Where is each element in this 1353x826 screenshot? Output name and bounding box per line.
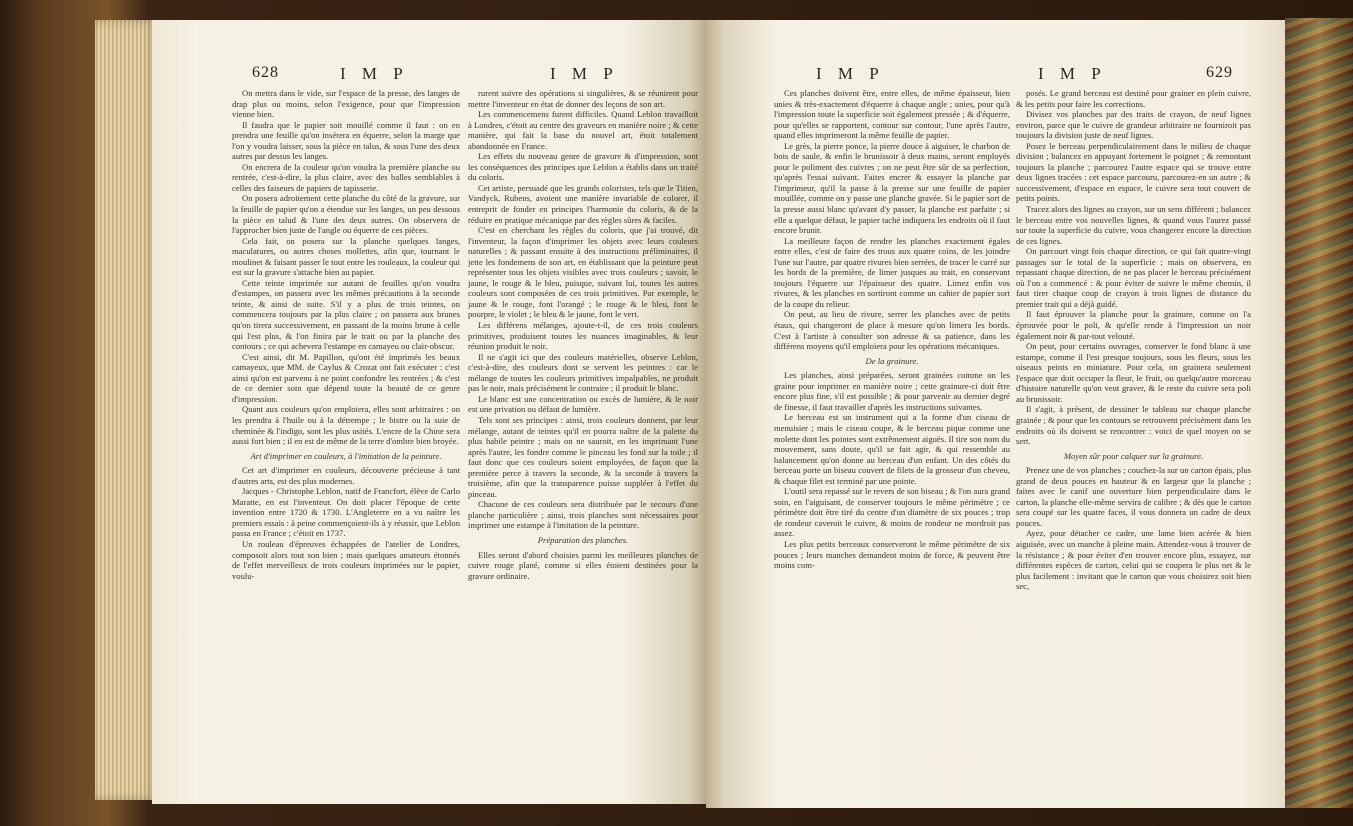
paragraph: Les planches, ainsi préparées, seront grainées comme on les graine pour imprimer en manière noire ; cette grainure-ci doit être encore plus fine, s'il est possible ; & pour parvenir au dernier degré de finesse, il faut travailler d'après les instructions suivantes. bbox=[774, 370, 1010, 412]
text-column bbox=[774, 88, 1010, 783]
section-heading: De la grainure. bbox=[865, 355, 919, 366]
page-number: 628 bbox=[252, 64, 279, 81]
right-page bbox=[706, 20, 1290, 808]
running-head: I M P bbox=[550, 64, 619, 83]
paragraph: Le blanc est une concentration ou excès de lumière, & le noir est une privation ou défaut de lumière. bbox=[468, 393, 698, 415]
paragraph: Les commencemens furent difficiles. Quand Leblon travailloit à Londres, c'étoit au centre des graveurs en manière noire ; & cette manière, qui fait la base du nouvel art, étoit totalement abandonnée en France. bbox=[468, 109, 698, 151]
running-head: I M P bbox=[340, 64, 409, 83]
section-heading: Préparation des planches. bbox=[537, 534, 629, 545]
page-number: 629 bbox=[1206, 64, 1233, 81]
paragraph: Les effets du nouveau genre de gravure & d'impression, sont les conséquences des principes que Leblon a établis dans un traité du coloris. bbox=[468, 151, 698, 183]
paragraph: Le berceau est un instrument qui a la forme d'un ciseau de menuisier ; mais le ciseau coupe, & le berceau pique comme une molette dont les pointes sont extrêmement aiguës. Il tire son nom du mouvement, sans doute, qu'il se fait agir, & qui ressemble au balancement qu'on donne au berceau d'un enfant. Un des côtés du berceau porte un biseau couvert de filets de la grosseur d'un cheveu, & chaque filet est terminé par une pointe. bbox=[774, 412, 1010, 486]
paragraph: rurent suivre des opérations si singulières, & se réunirent pour mettre l'inventeur en état de donner des leçons de son art. bbox=[468, 88, 698, 109]
paragraph: On parcourt vingt fois chaque direction, ce qui fait quatre-vingt passages sur le total de la superficie ; mais on observera, en repassant chaque direction, de ne pas placer le berceau précisément où l'on a commencé : & pour éviter de suivre le même chemin, il faut tirer chaque coup de crayon à trois lignes de distance du premier trait qui a déjà guidé. bbox=[1016, 246, 1251, 309]
paragraph: Posez le berceau perpendiculairement dans le milieu de chaque division ; balancez en appuyant fortement le poignet ; & remontant toujours la planche ; parcourez l'autre espace qui se trouve entre deux lignes tracées : cet espace parcouru, parcourez-en un autre ; & successivement, d'espace en espace, le cuivre sera tout couvert de petits points. bbox=[1016, 140, 1251, 204]
paragraph: posés. Le grand berceau est destiné pour grainer en plein cuivre, & les petits pour faire les corrections. bbox=[1016, 88, 1251, 109]
paragraph: On peut, au lieu de rivure, serrer les planches avec de petits étaux, qui changeront de place à mesure qu'on limera les bords. C'est à l'artiste à consulter son adresse & sa patience, dans les différens moyens qu'il emploiera pour les opérations mécaniques. bbox=[774, 309, 1010, 352]
paragraph: Les plus petits berceaux conserveront le même périmètre de six pouces ; leurs manches demandent moins de force, & peuvent être moins com- bbox=[774, 538, 1010, 571]
text-column bbox=[232, 88, 460, 778]
section-heading: Art d'imprimer en couleurs, à l'imitation de la peinture. bbox=[250, 450, 442, 461]
paragraph: On posera adroitement cette planche du côté de la gravure, sur la feuille de papier qu'on a étendue sur les langes, un peu dessous la pièce en talud & l'une des deux autres. On observera de l'approcher bien juste de l'angle ou équerre de ces pièces. bbox=[232, 193, 460, 236]
text-column bbox=[468, 88, 698, 778]
paragraph: Il s'agit, à présent, de dessiner le tableau sur chaque planche grainée ; & pour que les contours se retrouvent précisément dans les endroits où ils doivent se rencontrer : voici de quel moyen on se sert. bbox=[1016, 404, 1251, 447]
paragraph: Cela fait, on posera sur la planche quelques langes, maculatures, ou autres choses mollettes, afin que, tournant le moulinet & faisant passer le tout entre les rouleaux, la couleur qui est sur la gravure s'attache bien au papier. bbox=[232, 235, 460, 278]
left-page bbox=[152, 20, 706, 804]
paragraph: Tels sont ses principes : ainsi, trois couleurs donnent, par leur mélange, autant de teintes qu'il en pourra naître de la palette du plus habile peintre ; mais on ne sauroit, en les imprimant l'une après l'autre, les fondre comme le pinceau les fond sur la toile ; il faut donc que ces couleurs soient employées, de façon que la première perce à travers la seconde, & la seconde à travers la troisième, afin que la transparence puisse suppléer à l'effet du pinceau. bbox=[468, 414, 698, 499]
paragraph: Quant aux couleurs qu'on emploiera, elles sont arbitraires : on les prendra à l'huile ou à la détrempe ; le bistre ou la suie de cheminée & l'indigo, sont les plus usités. L'encre de la Chine sera aussi fort bien ; il en est de même de la terre d'ombre bien broyée. bbox=[232, 404, 460, 447]
paragraph: Il faut éprouver la planche pour la grainure, comme on l'a éprouvée pour le poli, & qu'elle rende à l'impression un noir également noir & par-tout velouté. bbox=[1016, 309, 1251, 341]
paragraph: C'est ainsi, dit M. Papillon, qu'ont été imprimés les beaux camayeux, que MM. de Caylus & Crozat ont fait exécuter : c'est ainsi qu'on est parvenu à ne point confondre les rentrées ; & c'est de ce dernier soin que dépend toute la beauté de ce genre d'impression. bbox=[232, 351, 460, 404]
paragraph: Tracez alors des lignes au crayon, sur un sens différent ; balancez le berceau entre vos nouvelles lignes, & quand vous l'aurez passé sur toute la superficie du cuivre, vous changerez encore la direction de ces lignes. bbox=[1016, 204, 1251, 246]
paragraph: On peut, pour certains ouvrages, conserver le fond blanc à une estampe, comme il l'est presque toujours, sous les fleurs, sous les oiseaux peints en miniature. Pour cela, on grainera seulement l'espace que doit occuper la fleur, le fruit, ou quelqu'autre morceau d'histoire naturelle qu'on veut graver, & le reste du cuivre sera poli au brunissoir. bbox=[1016, 341, 1251, 404]
paragraph: Le grès, la pierre ponce, la pierre douce à aiguiser, le charbon de bois de saule, & enfin le brunissoir à deux mains, seront employés pour le poliment des cuivres ; on ne peut être sûr de sa perfection, qu'après l'essai suivant. Faites encrer & essayer la planche par l'imprimeur, qu'il la passe à la presse sur une feuille de papier mouillée, comme on y passe une planche gravée. Si le papier sort de la presse aussi blanc qu'avant d'y passer, la planche est parfaite ; si elle a quelque défaut, le papier taché indiquera les endroits où il faut encore brunir. bbox=[774, 140, 1010, 236]
paragraph: Cet artiste, persuadé que les grands coloristes, tels que le Titien, Vandyck, Rubens, avoient une manière invariable de colorer, il entreprit de fonder en principes l'harmonie du coloris, & de la réduire en pratique mécanique par des règles sûres & faciles. bbox=[468, 182, 698, 225]
paragraph: Les différens mélanges, ajoute-t-il, de ces trois couleurs primitives, produisent toutes les nuances imaginables, & leur réunion produit le noir. bbox=[468, 320, 698, 352]
paragraph: L'outil sera repassé sur le revers de son biseau ; & l'on aura grand soin, en l'aiguisant, de conserver toujours le même périmètre ; ce périmètre doit être tiré du centre d'un diamètre de six pouces ; trop de rondeur caveroit le cuivre, & moins de rondeur ne mordroit pas assez. bbox=[774, 486, 1010, 539]
book-cover-edge bbox=[1285, 18, 1353, 808]
section-heading: Moyen sûr pour calquer sur la grainure. bbox=[1063, 450, 1204, 461]
page-edges-left bbox=[95, 20, 157, 800]
paragraph: Divisez vos planches par des traits de crayon, de neuf lignes environ, parce que le cuivre de grandeur arbitraire ne fourniroit pas toujours la division juste de neuf lignes. bbox=[1016, 109, 1251, 141]
running-head: I M P bbox=[816, 64, 885, 83]
text-column bbox=[1016, 88, 1251, 783]
paragraph: Cette teinte imprimée sur autant de feuilles qu'on voudra d'estampes, on passera avec les mêmes précautions à la seconde teinte, & ainsi de suite. S'il y a plus de trois teintes, on commencera toujours par la plus claire ; on passera aux brunes qu'on tirera successivement, en passant de la moins brune à celle qui l'est plus, & l'on finira par le trait ou par la planche des contours ; ce qui achevera l'estampe en camayeu ou clair-obscur. bbox=[232, 277, 460, 352]
paragraph: Ces planches doivent être, entre elles, de même épaisseur, bien unies & très-exactement d'équerre à chaque angle ; unies, pour qu'à l'impression toute la superficie soit également pressée ; & d'équerre, pour qu'elles se rapportent, contour sur contour, l'une après l'autre, quand elles imprimeront la même feuille de papier. bbox=[774, 88, 1010, 141]
paragraph: Jacques - Christophe Leblon, natif de Francfort, élève de Carlo Maratte, en est l'inventeur. On doit placer l'époque de cette invention entre 1720 & 1730. L'Angleterre en a vu naître les premiers essais : à peine commençoient-ils à y réussir, que Leblon passa en France ; c'étoit en 1737. bbox=[232, 486, 460, 539]
paragraph: Un rouleau d'épreuves échappées de l'atelier de Londres, composoit alors tout son bien ; mais quelques amateurs étonnés de l'effet merveilleux de trois couleurs imprimées sur le papier, voulu- bbox=[232, 538, 460, 581]
paragraph: La meilleure façon de rendre les planches exactement égales entre elles, c'est de faire des trous aux quatre coins, de les joindre l'une sur l'autre, par quatre rivures bien serrées, de tracer le carré sur les bords de la première, de limer jusques au trait, en conservant toujours l'équerre sur l'épaisseur des quatre. Limez enfin vos rivures, & les planches en sortiront comme un cahier de papier sort de la coupe du relieur. bbox=[774, 235, 1010, 309]
paragraph: Cet art d'imprimer en couleurs, découverte précieuse à tant d'autres arts, est des plus modernes. bbox=[232, 465, 460, 486]
paragraph: Elles seront d'abord choisies parmi les meilleures planches de cuivre rouge plané, comme si elles étoient destinées pour la gravure ordinaire. bbox=[468, 549, 698, 581]
paragraph: C'est en cherchant les règles du coloris, que j'ai trouvé, dit l'inventeur, la façon d'imprimer les objets avec leurs couleurs naturelles ; & passant ensuite à des instructions préliminaires, il jette les fondemens de son art, en établissant que la peinture peut représenter tous les objets visibles avec trois couleurs ; savoir, le jaune, le rouge & le bleu, puisque, suivant lui, toutes les autres couleurs sont composées de ces trois primitives. Par exemple, le jaune & le rouge, font l'orangé ; le rouge & le bleu, font le pourpre, le violet ; le bleu & le jaune, font le vert. bbox=[468, 225, 698, 320]
paragraph: Il ne s'agit ici que des couleurs matérielles, observe Leblon, c'est-à-dire, des couleurs dont se servent les peintres : car le mélange de toutes les couleurs primitives impalpables, ne produit pas le noir, mais précisément le contraire ; il produit le blanc. bbox=[468, 351, 698, 394]
paragraph: Il faudra que le papier soit mouillé comme il faut : on en prendra une feuille qu'on insérera en équerre, selon la marge que l'on y voudra laisser, sous la pièce en talus, & sous l'une des deux autres par dessus les langes. bbox=[232, 119, 460, 162]
running-head: I M P bbox=[1038, 64, 1107, 83]
paragraph: On mettra dans le vide, sur l'espace de la presse, des langes de drap plus ou moins, selon l'exigence, pour que l'impression vienne bien. bbox=[232, 88, 460, 120]
paragraph: On encrera de la couleur qu'on voudra la première planche ou rentrée, c'est-à-dire, la plus claire, avec des balles semblables à celles des faiseurs de papiers de tapisserie. bbox=[232, 161, 460, 193]
paragraph: Ayez, pour détacher ce cadre, une lame bien acérée & bien aiguisée, avec un manche à pleine main. Attendez-vous à trouver de la résistance ; & pour éviter d'en trouver encore plus, essayez, sur différentes espèces de carton, celui qui se coupera le plus net & le plus facilement : invitant que le carton que vous choisirez soit bien sec, bbox=[1016, 528, 1251, 592]
paragraph: Chacune de ces couleurs sera distribuée par le secours d'une planche particulière ; ainsi, trois planches sont nécessaires pour imprimer une estampe à l'imitation de la peinture. bbox=[468, 499, 698, 531]
paragraph: Prenez une de vos planches ; couchez-la sur un carton épais, plus grand de deux pouces en hauteur & en largeur que la planche ; faites avec le canif une ouverture bien perpendiculaire dans le carton, la planche elle-même servira de calibre ; & dès que le carton sera coupé sur les quatre faces, il vous donnera un cadre de deux pouces. bbox=[1016, 465, 1251, 528]
